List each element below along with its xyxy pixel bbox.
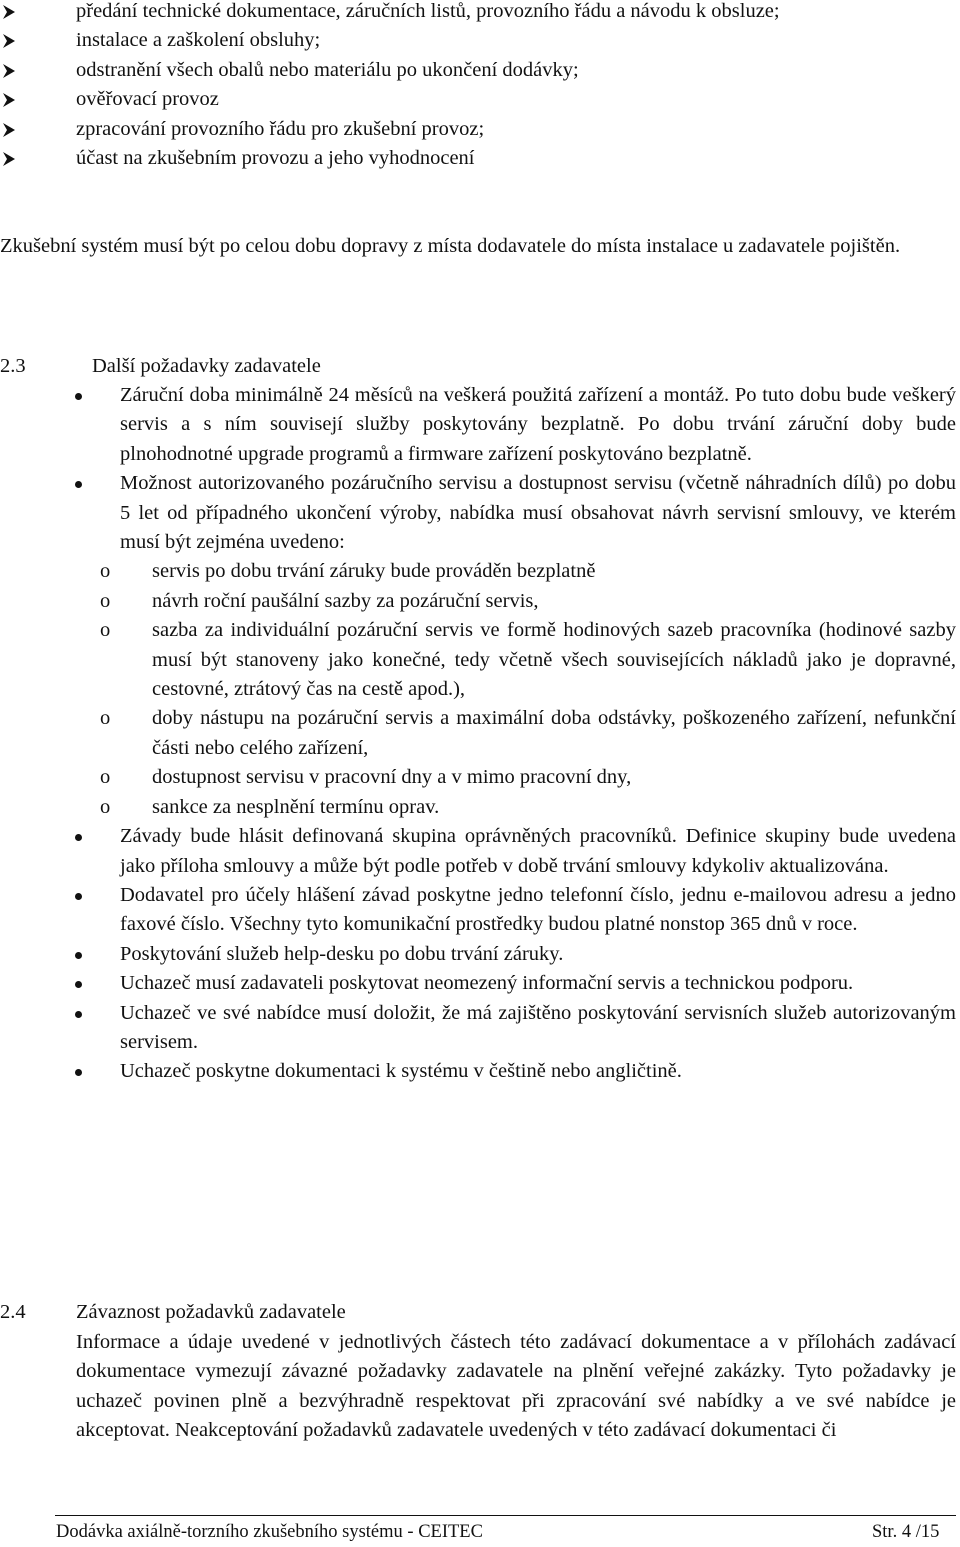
arrow-bullet-icon xyxy=(2,5,16,19)
bullet-dot-icon xyxy=(75,1011,82,1018)
arrow-bullet-icon xyxy=(2,152,16,166)
list-item-text: Uchazeč musí zadavateli poskytovat neomezený informační servis a technickou podporu. xyxy=(120,972,854,995)
footer-divider xyxy=(55,1515,956,1516)
list-item xyxy=(0,26,956,55)
list-item-text: Dodavatel pro účely hlášení závad poskytne jedno telefonní číslo, jednu e-mailovou adresu a jedno faxové číslo. Všechny tyto komunikační prostředky budou platné nonstop 365 dnů v roce. xyxy=(120,883,956,936)
footer-page-number: Str. 4 /15 xyxy=(872,1522,940,1542)
list-item xyxy=(0,381,956,469)
bullet-dot-icon xyxy=(75,481,82,488)
section-number: 2.4 xyxy=(0,1301,26,1323)
sublist-item-text: sankce za nesplnění termínu oprav. xyxy=(152,795,440,818)
list-item-text: Možnost autorizovaného pozáručního servisu a dostupnost servisu (včetně náhradních dílů) po dobu 5 let od případného ukončení výroby, nabídka musí obsahovat návrh servisní smlouvy, ve kterém musí být zejména uvedeno: xyxy=(120,472,956,554)
list-item-text: zpracování provozního řádu pro zkušební provoz; xyxy=(76,117,485,140)
list-item xyxy=(0,144,956,173)
arrow-bullet-icon xyxy=(2,64,16,78)
requirements-list xyxy=(0,381,956,1087)
list-item-text: odstranění všech obalů nebo materiálu po ukončení dodávky; xyxy=(76,58,579,81)
list-item-text: Záruční doba minimálně 24 měsíců na veškerá použitá zařízení a montáž. Po tuto dobu bude veškerý servis a s ním souvisejí služby poskytovány bezplatně. Po dobu trvání záruční doby bude plnohodnotné upgrade programů a firmware zařízení poskytováno bezplatně. xyxy=(120,384,956,465)
list-item-text: ověřovací provoz xyxy=(76,88,219,111)
list-item-text: Závady bude hlásit definovaná skupina oprávněných pracovníků. Definice skupiny bude uvedena jako příloha smlouvy a může být podle potřeb v době trvání smlouvy kdykoliv aktualizována. xyxy=(120,825,956,877)
list-item-text: Uchazeč ve své nabídce musí doložit, že má zajištěno poskytování servisních služeb autorizovaným servisem. xyxy=(120,1001,956,1053)
section-number: 2.3 xyxy=(0,355,26,377)
list-item xyxy=(0,469,956,822)
service-contract-sublist xyxy=(100,557,956,822)
insurance-paragraph: Zkušební systém musí být po celou dobu dopravy z místa dodavatele do místa instalace u zadavatele pojištěn. xyxy=(0,235,901,257)
circle-bullet-icon: o xyxy=(100,766,111,789)
list-item xyxy=(0,85,956,114)
bullet-dot-icon xyxy=(75,952,82,959)
deliverables-list xyxy=(0,0,956,173)
sublist-item-text: dostupnost servisu v pracovní dny a v mimo pracovní dny, xyxy=(152,766,632,789)
list-item xyxy=(0,1057,956,1086)
list-item xyxy=(0,115,956,144)
sublist-item-text: doby nástupu na pozáruční servis a maximální doba odstávky, poškozeného zařízení, nefunkční části nebo celého zařízení, xyxy=(152,707,956,759)
list-item-text: účast na zkušebním provozu a jeho vyhodnocení xyxy=(76,147,475,170)
list-item xyxy=(0,0,956,26)
circle-bullet-icon: o xyxy=(100,560,111,583)
footer-document-title: Dodávka axiálně-torzního zkušebního systému - CEITEC xyxy=(56,1522,483,1542)
list-item-text: Uchazeč poskytne dokumentaci k systému v češtině nebo angličtině. xyxy=(120,1060,682,1083)
bullet-dot-icon xyxy=(75,1069,82,1076)
bullet-dot-icon xyxy=(75,393,82,400)
list-item xyxy=(0,940,956,969)
sublist-item-text: sazba za individuální pozáruční servis ve formě hodinových sazeb pracovníka (hodinové sazby musí být stanoveny jako konečné, tedy včetně všech souvisejících nákladů jako je dopravné, cestovné, ztrátový čas na cestě apod.), xyxy=(152,619,956,701)
arrow-bullet-icon xyxy=(2,34,16,48)
sublist-item-text: servis po dobu trvání záruky bude prováděn bezplatně xyxy=(152,560,596,583)
sublist-item xyxy=(100,616,956,704)
list-item-text: předání technické dokumentace, záručních listů, provozního řádu a návodu k obsluze; xyxy=(76,0,780,22)
bullet-dot-icon xyxy=(75,893,82,900)
sublist-item xyxy=(100,557,956,586)
circle-bullet-icon: o xyxy=(100,707,111,730)
sublist-item xyxy=(100,704,956,763)
list-item xyxy=(0,999,956,1058)
sublist-item-text: návrh roční paušální sazby za pozáruční servis, xyxy=(152,589,539,612)
bullet-dot-icon xyxy=(75,834,82,841)
list-item xyxy=(0,881,956,940)
arrow-bullet-icon xyxy=(2,93,16,107)
circle-bullet-icon: o xyxy=(100,589,111,612)
sublist-item xyxy=(100,793,956,822)
arrow-bullet-icon xyxy=(2,123,16,137)
section-2-4-text: Informace a údaje uvedené v jednotlivých částech této zadávací dokumentace a v přílohách zadávací dokumentace vymezují závazné požadavky zadavatele na plnění veřejné zakázky. Tyto požadavky je uchazeč povinen plně a bezvýhradně respektovat při zpracování své nabídky a ve své nabídce je akceptovat. Neakceptování požadavků zadavatele uvedených v této zadávací dokumentaci či xyxy=(76,1331,956,1442)
bullet-dot-icon xyxy=(75,981,82,988)
circle-bullet-icon: o xyxy=(100,619,111,642)
list-item xyxy=(0,969,956,998)
section-title: Další požadavky zadavatele xyxy=(92,355,321,377)
list-item xyxy=(0,822,956,881)
sublist-item xyxy=(100,763,956,792)
list-item xyxy=(0,56,956,85)
circle-bullet-icon: o xyxy=(100,795,111,818)
list-item-text: instalace a zaškolení obsluhy; xyxy=(76,29,321,52)
section-title: Závaznost požadavků zadavatele xyxy=(76,1301,346,1323)
sublist-item xyxy=(100,587,956,616)
list-item-text: Poskytování služeb help-desku po dobu trvání záruky. xyxy=(120,942,564,965)
